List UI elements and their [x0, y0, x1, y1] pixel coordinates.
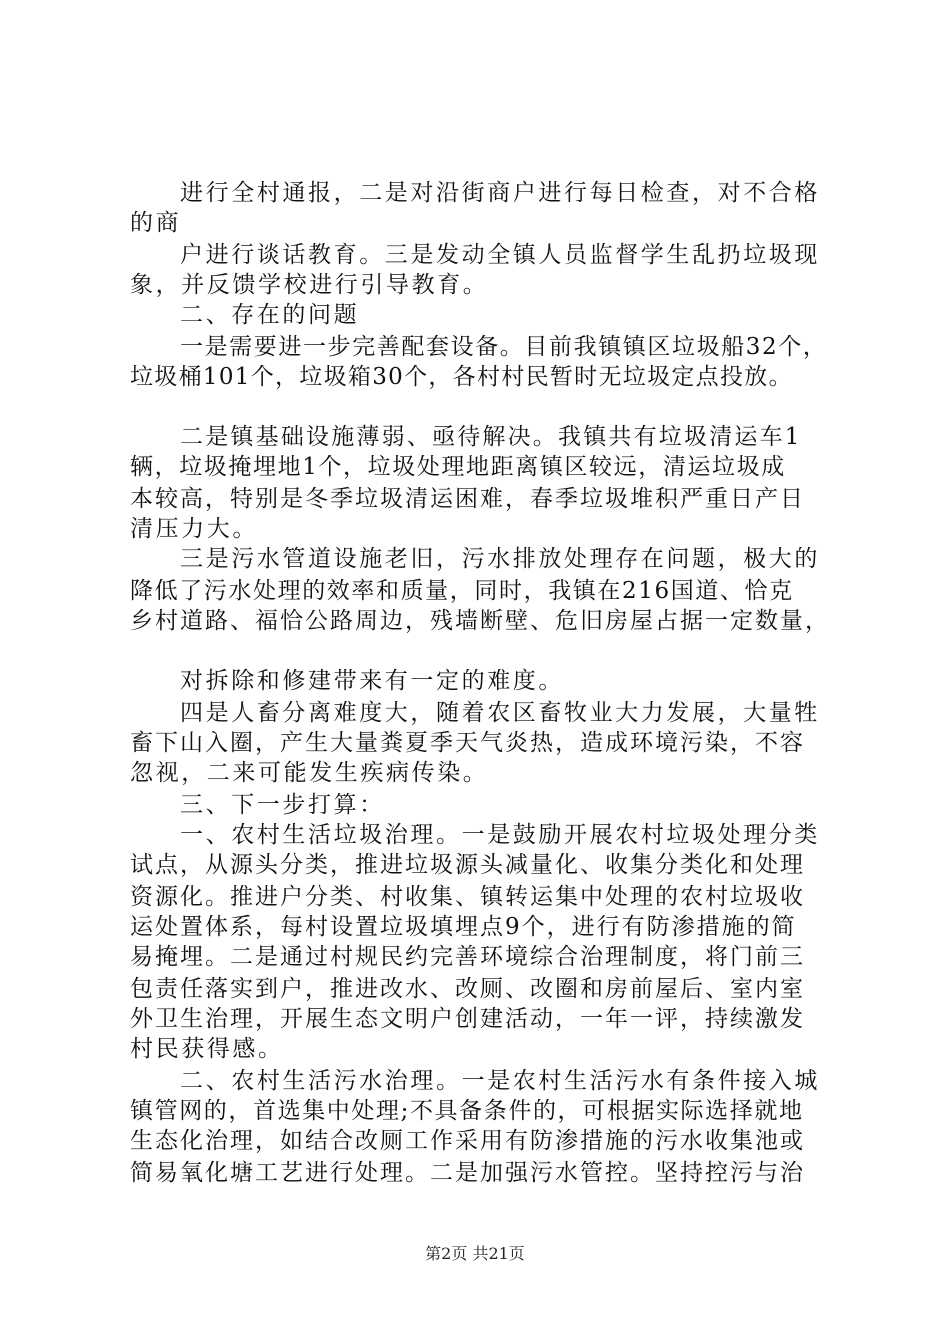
section-heading: 三、下一步打算：: [180, 792, 385, 818]
text-line: 辆，垃圾掩埋地1个，垃圾处理地距离镇区较远，清运垃圾成: [130, 454, 786, 480]
text-line: 垃圾桶101个，垃圾箱30个，各村村民暂时无垃圾定点投放。: [130, 364, 793, 390]
text-line: 对拆除和修建带来有一定的难度。: [180, 668, 564, 694]
text-line: 生态化治理，如结合改厕工作采用有防渗措施的污水收集池或: [130, 1128, 805, 1154]
text-line: 简易氧化塘工艺进行处理。二是加强污水管控。坚持控污与治: [130, 1160, 805, 1186]
text-line: 的商: [130, 210, 182, 236]
text-line: 象，并反馈学校进行引导教育。: [130, 272, 489, 298]
text-line: 一是需要进一步完善配套设备。目前我镇镇区垃圾船32个，: [180, 334, 828, 360]
text-line: 清压力大。: [130, 516, 258, 542]
text-line: 试点，从源头分类，推进垃圾源头减量化、收集分类化和处理: [130, 852, 805, 878]
text-line: 镇管网的，首选集中处理;不具备条件的，可根据实际选择就地: [130, 1098, 804, 1124]
text-line: 本较高，特别是冬季垃圾清运困难，春季垃圾堆积严重日产日: [130, 486, 805, 512]
text-line: 二是镇基础设施薄弱、亟待解决。我镇共有垃圾清运车1: [180, 424, 802, 450]
text-line: 资源化。推进户分类、村收集、镇转运集中处理的农村垃圾收: [130, 884, 805, 910]
section-heading: 二、存在的问题: [180, 302, 360, 328]
text-line: 运处置体系，每村设置垃圾填埋点9个，进行有防渗措施的简: [130, 914, 797, 940]
text-line: 包责任落实到户，推进改水、改厕、改圈和房前屋后、室内室: [130, 976, 805, 1002]
text-line: 乡村道路、福恰公路周边，残墙断壁、危旧房屋占据一定数量，: [130, 608, 830, 634]
text-line: 四是人畜分离难度大，随着农区畜牧业大力发展，大量牲: [180, 700, 820, 726]
text-line: 畜下山入圈，产生大量粪夏季天气炎热，造成环境污染，不容: [130, 730, 805, 756]
text-line: 忽视，二来可能发生疾病传染。: [130, 760, 489, 786]
text-line: 户进行谈话教育。三是发动全镇人员监督学生乱扔垃圾现: [180, 242, 820, 268]
text-line: 降低了污水处理的效率和质量，同时，我镇在216国道、恰克: [130, 578, 794, 604]
text-line: 外卫生治理，开展生态文明户创建活动，一年一评，持续激发: [130, 1006, 805, 1032]
text-line: 易掩埋。二是通过村规民约完善环境综合治理制度，将门前三: [130, 944, 805, 970]
text-line: 村民获得感。: [130, 1036, 284, 1062]
text-line: 一、农村生活垃圾治理。一是鼓励开展农村垃圾处理分类: [180, 822, 820, 848]
page-number-footer: 第2页 共21页: [425, 1244, 525, 1263]
text-line: 三是污水管道设施老旧，污水排放处理存在问题，极大的: [180, 546, 820, 572]
text-line: 二、农村生活污水治理。一是农村生活污水有条件接入城: [180, 1068, 820, 1094]
text-line: 进行全村通报，二是对沿街商户进行每日检查，对不合格: [180, 180, 820, 206]
